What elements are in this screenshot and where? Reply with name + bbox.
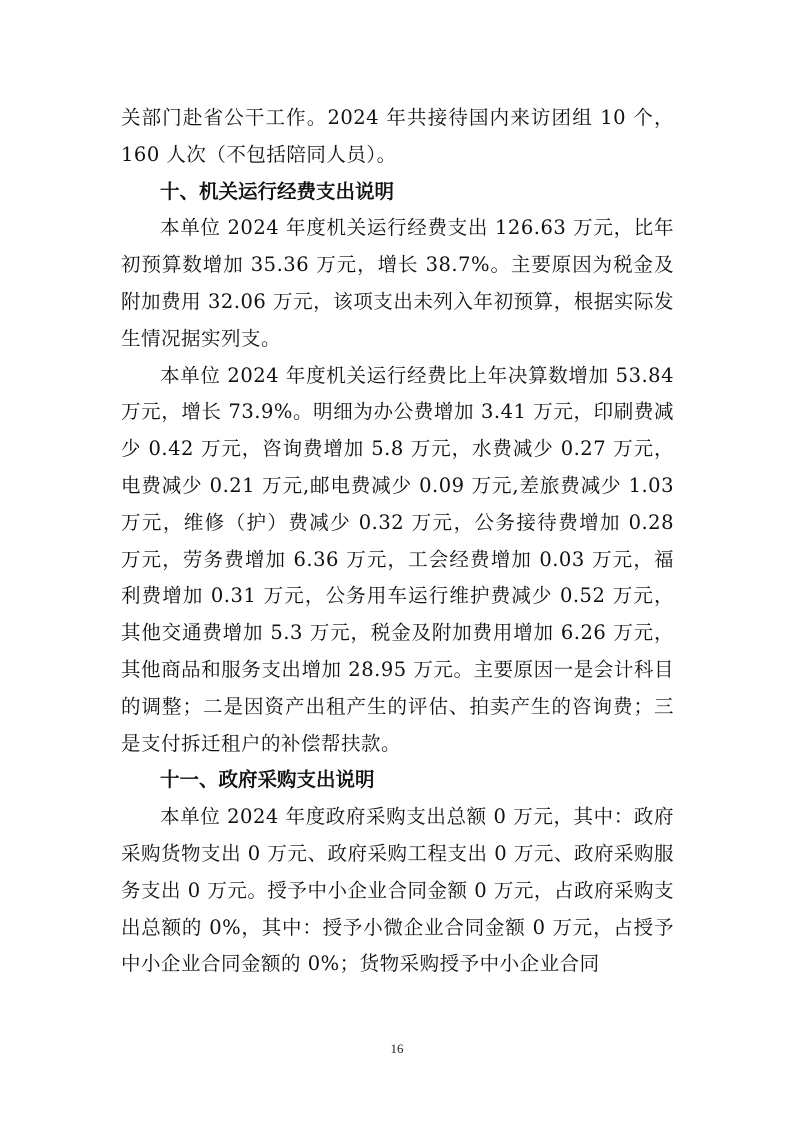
section-heading-10: 十、机关运行经费支出说明 bbox=[160, 179, 395, 203]
operating-expense-detail-paragraph: 本单位 2024 年度机关运行经费比上年决算数增加 53.84 万元，增长 73.9%。明细为办公费增加 3.41 万元，印刷费减少 0.42 万元，咨询费增加 5.8 万元，水费减少 0.27 万元，电费减少 0.21 万元,邮电费减少 0.09 万元,差旅费减少 1.03 万元，维修（护）费减少 0.32 万元，公务接待费增加 0.28 万元，劳务费增加 6.36 万元，工会经费增加 0.03 万元，福利费增加 0.31 万元，公务用车运行维护费减少 0.52 万元，其他交通费增加 5.3 万元，税金及附加费用增加 6.26 万元，其他商品和服务支出增加 28.95 万元。主要原因一是会计科目的调整；二是因资产出租产生的评估、拍卖产生的咨询费；三是支付拆迁租户的补偿帮扶款。 bbox=[121, 363, 674, 755]
operating-expense-paragraph: 本单位 2024 年度机关运行经费支出 126.63 万元，比年初预算数增加 35.36 万元，增长 38.7%。主要原因为税金及附加费用 32.06 万元，该项支出未列入年初预算，根据实际发生情况据实列支。 bbox=[121, 216, 674, 350]
section-heading-11: 十一、政府采购支出说明 bbox=[160, 768, 375, 792]
continuation-paragraph: 关部门赴省公干工作。2024 年共接待国内来访团组 10 个，160 人次（不包括陪同人员）。 bbox=[121, 106, 674, 166]
document-body bbox=[121, 100, 674, 983]
page-number: 16 bbox=[390, 1041, 404, 1056]
procurement-paragraph: 本单位 2024 年度政府采购支出总额 0 万元，其中：政府采购货物支出 0 万元、政府采购工程支出 0 万元、政府采购服务支出 0 万元。授予中小企业合同金额 0 万元，占政府采购支出总额的 0%，其中：授予小微企业合同金额 0 万元，占授予中小企业合同金额的 0%；货物采购授予中小企业合同 bbox=[121, 805, 674, 976]
